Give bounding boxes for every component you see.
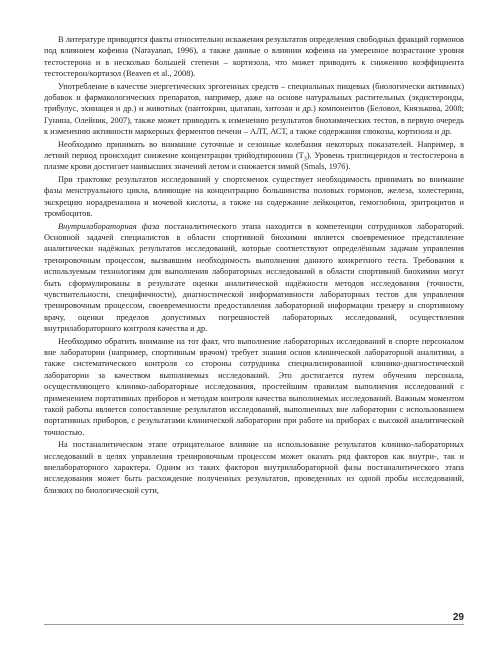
paragraph-5-lead-rest: постаналитического этапа находится в компетенции сотрудников лабораторий. [159, 221, 464, 231]
page-number: 29 [452, 612, 464, 623]
paragraph-5-body: Основной задачей специалистов в области спортивной биохимии является своевременное представление аналитически надёжных результатов исследований, которые соответствуют определённым задачам управления тренировочным процессом, вызвавшим необходимость выполнения данного конкретного теста. Требования к используемым технологиям для выполнения лабораторных исследований в области спортивной биохимии могут быть сформулированы в результате оценки аналитической надёжности методов исследования (точности, чувствительности, специфичности), диагностической информативности лабораторных тестов для управления тренировочным процессом, своевременности предоставления лабораторной информации тренеру и спортивному врачу, оценки пределов допустимых погрешностей лабораторных исследований, осуществления внутрилабораторного контроля качества и др. [44, 232, 464, 334]
paragraph-7: На постаналитическом этапе отрицательное влияние на использование результатов клинико-лабораторных исследований в целях управления тренировочным процессом может оказать ряд факторов как внутри-, так и внелабораторного характера. Одним из таких факторов внутрилабораторной фазы постаналитического этапа исследования может быть расхождение полученных результатов, проведенных из одной пробы исследований, близких по биологической сути, [44, 440, 464, 495]
subscript-3: 3 [303, 156, 307, 163]
paragraph-1: В литературе приводятся факты относительно искажения результатов определения свободных фракций гормонов под влиянием кофеина (Narayanan, 1996), а также данные о влиянии кофеина на умеренное возрастание уровня тестостерона и в несколько большей степени – кортизола, что может приводить к снижению коэффициента тестостерон/кортизол (Beaven et al., 2008). [44, 35, 464, 79]
paragraph-5 [44, 221, 464, 335]
document-page [44, 34, 464, 614]
paragraph-2: Употребление в качестве энергетических эргогенных средств – специальных пищевых (биологически активных) добавок и фармакологических препаратов, например, даже на основе натуральных растительных (экдистероиды, трибулус, эхинацея и др.) и животных (пантокрин, цыгапан, хитозан и др.) компонентов (Беловол, Князькова, 2008; Гунина, Олейник, 2007), также может приводить к изменению результатов биохимических тестов, в первую очередь к изменению активности маркерных ферментов печени – АЛТ, АСТ, а также содержания глюкозы, кортизола и др. [44, 81, 464, 137]
footer-rule [44, 624, 464, 625]
paragraph-4: При трактовке результатов исследований у спортсменок существует необходимость принимать во внимание фазы менструального цикла, влияющие на концентрацию большинства половых гормонов, железа, холестерина, экскрецию норадреналина и мочевой кислоты, а также на содержание лейкоцитов, гемоглобина, эритроцитов и тромбоцитов. [44, 174, 464, 219]
paragraph-5-italic-lead: Внутрилабораторная фаза [58, 221, 160, 231]
paragraph-6: Необходимо обратить внимание на тот факт, что выполнение лабораторных исследований в спорте персоналом вне лаборатории (например, спортивным врачом) требует знания основ клинической лабораторной аналитики, а также систематического контроля со стороны сотрудника специализированной клинико-диагностической лаборатории за качеством выполняемых исследований. Это достигается путем обучения персонала, осуществляющего клинико-лабораторные исследования, простейшим правилам выполнения исследований с применением портативных приборов и методам контроля качества выполняемых исследований. Важным моментом такой работы является сопоставление результатов исследований, выполненных вне лаборатории с использованием портативных приборов, с результатами клинической лаборатории при работе на приборах с высокой аналитической точностью. [44, 336, 464, 437]
paragraph-3: Необходимо принимать во внимание суточные и сезонные колебания некоторых показателей. Например, в летний период происходит снижение концентрации трийодтиронина $(T_3)$. Уровень триглицеридов и тестостерона в плазме крови достигает наивысших значений летом и снижается зимой (Smals, 1976). [44, 139, 464, 172]
page-footer [0, 612, 500, 630]
